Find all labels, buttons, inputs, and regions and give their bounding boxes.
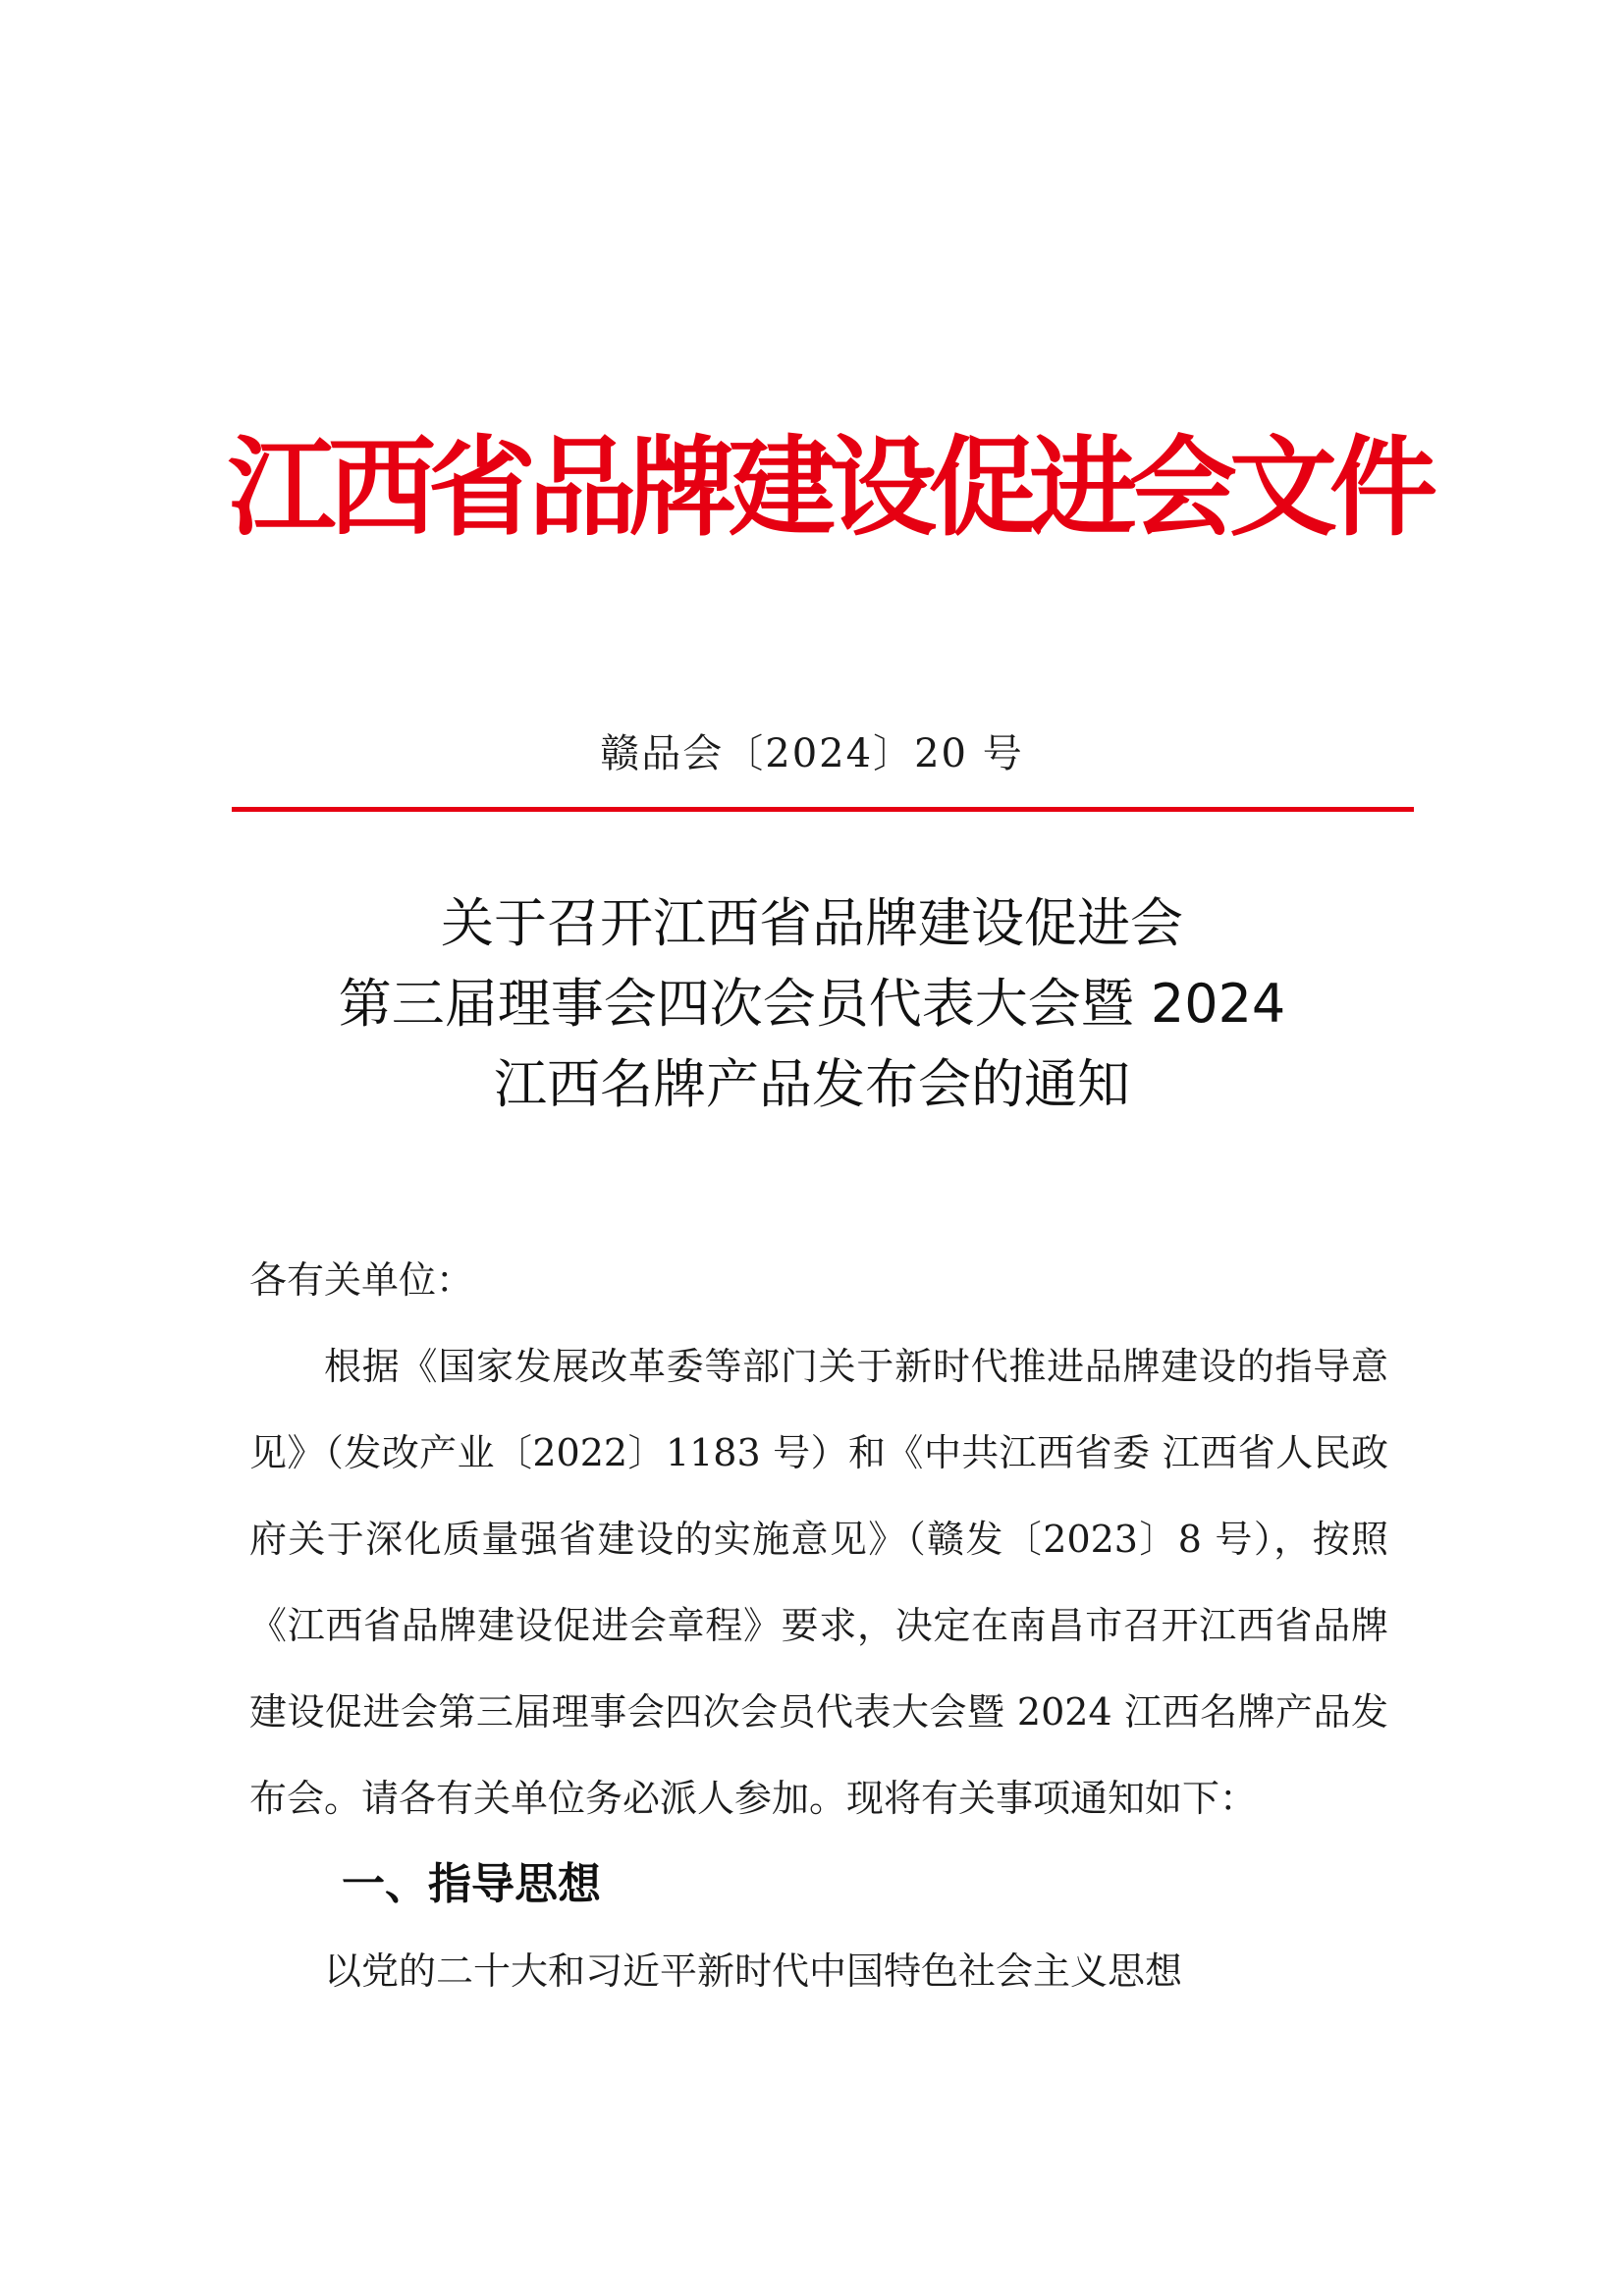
red-separator-rule [232, 807, 1414, 812]
section-heading-guiding-ideology: 一、指导思想 [342, 1859, 601, 1909]
notice-title [0, 883, 1624, 1125]
notice-title-line-1: 关于召开江西省品牌建设促进会 [441, 892, 1183, 954]
body-paragraph-2: 以党的二十大和习近平新时代中国特色社会主义思想 [324, 1949, 1183, 1993]
salutation: 各有关单位： [249, 1258, 474, 1302]
document-number: 赣品会〔2024〕20 号 [600, 731, 1024, 776]
notice-title-line-2: 第三届理事会四次会员代表大会暨 2024 [338, 973, 1286, 1035]
notice-title-line-3: 江西名牌产品发布会的通知 [494, 1053, 1130, 1115]
body-paragraph-1: 根据《国家发展改革委等部门关于新时代推进品牌建设的指导意见》（发改产业〔2022〕1183 号）和《中共江西省委 江西省人民政府关于深化质量强省建设的实施意见》（赣发〔2023〕8 号），按照《江西省品牌建设促进会章程》要求，决定在南昌市召开江西省品牌建设促进会第三届理事会四次会员代表大会暨 2024 江西名牌产品发布会。请各有关单位务必派人参加。现将有关事项通知如下： [249, 1345, 1388, 1820]
masthead-title: 江西省品牌建设促进会文件 [228, 424, 1430, 551]
notice-body [249, 1237, 1388, 2014]
